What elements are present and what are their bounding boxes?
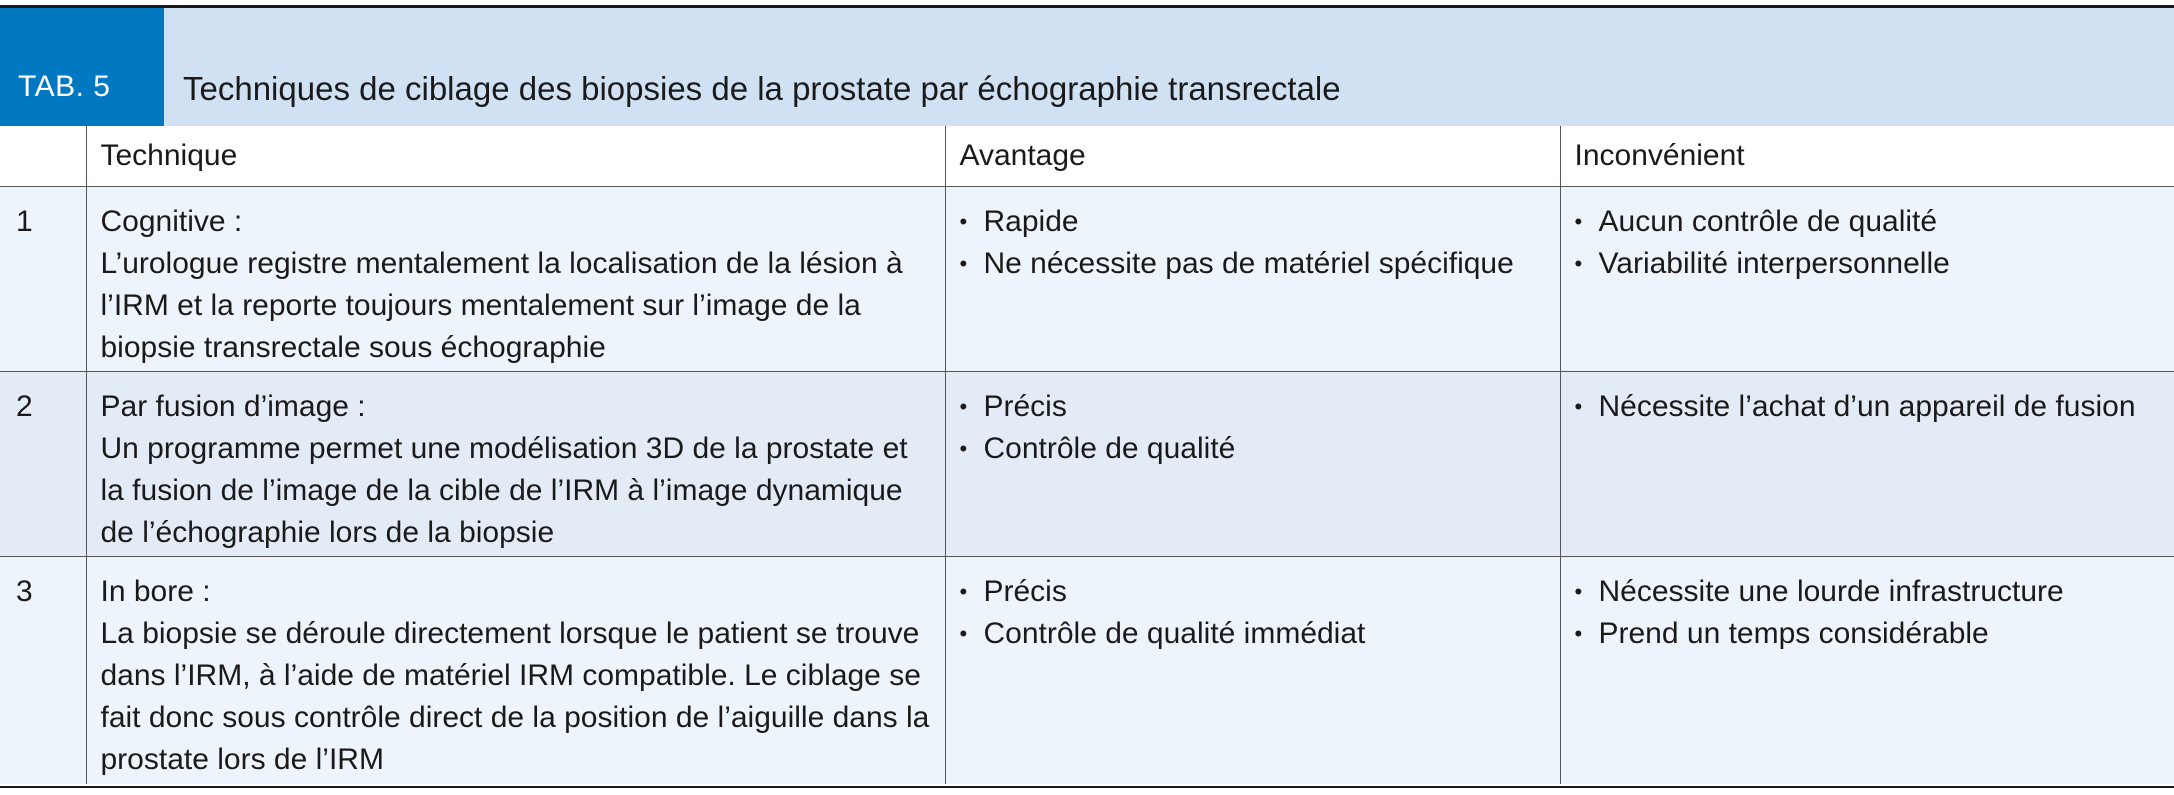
technique-description: L’urologue registre mentalement la localisation de la lésion à l’IRM et la reporte toujours mentalement sur l’image de la biopsie transrectale sous échographie bbox=[100, 246, 903, 364]
list-item: • Précis bbox=[960, 571, 1546, 613]
inconvenient-list bbox=[1575, 571, 2161, 655]
table-title: Techniques de ciblage des biopsies de la prostate par échographie transrectale bbox=[183, 70, 1341, 107]
column-header-inconvenient: Inconvénient bbox=[1560, 126, 2174, 186]
list-item: • Nécessite l’achat d’un appareil de fusion bbox=[1575, 386, 2161, 428]
techniques-table bbox=[0, 126, 2174, 784]
inconvenient-list bbox=[1575, 201, 2161, 285]
list-item: • Précis bbox=[960, 386, 1546, 428]
inconvenient-cell bbox=[1560, 371, 2174, 556]
avantage-cell bbox=[945, 371, 1560, 556]
table-row bbox=[0, 186, 2174, 371]
list-item: • Ne nécessite pas de matériel spécifique bbox=[960, 243, 1546, 285]
technique-title: Par fusion d’image : bbox=[100, 389, 366, 423]
technique-cell bbox=[86, 556, 945, 784]
inconvenient-cell bbox=[1560, 556, 2174, 784]
table-frame bbox=[0, 5, 2174, 788]
table-number: TAB. 5 bbox=[18, 70, 111, 103]
technique-cell bbox=[86, 371, 945, 556]
list-item: • Variabilité interpersonnelle bbox=[1575, 243, 2161, 285]
technique-title: Cognitive : bbox=[100, 204, 243, 238]
column-header-technique: Technique bbox=[86, 126, 945, 186]
list-item: • Prend un temps considérable bbox=[1575, 613, 2161, 655]
technique-description: La biopsie se déroule directement lorsque le patient se trouve dans l’IRM, à l’aide de matériel IRM compatible. Le ciblage se fait donc sous contrôle direct de la position de l’aiguille dans la prostate lors de l’IRM bbox=[100, 616, 930, 776]
inconvenient-list bbox=[1575, 386, 2161, 428]
avantage-list bbox=[960, 571, 1546, 655]
avantage-cell bbox=[945, 556, 1560, 784]
row-number: 1 bbox=[0, 186, 86, 371]
column-header-number bbox=[0, 126, 86, 186]
technique-description: Un programme permet une modélisation 3D de la prostate et la fusion de l’image de la cible de l’IRM à l’image dynamique de l’échographie lors de la biopsie bbox=[100, 431, 908, 549]
row-number: 2 bbox=[0, 371, 86, 556]
column-header-avantage: Avantage bbox=[945, 126, 1560, 186]
table-row bbox=[0, 556, 2174, 784]
list-item: • Contrôle de qualité bbox=[960, 428, 1546, 470]
table-row bbox=[0, 371, 2174, 556]
row-number: 3 bbox=[0, 556, 86, 784]
list-item: • Nécessite une lourde infrastructure bbox=[1575, 571, 2161, 613]
table-header-row bbox=[0, 126, 2174, 186]
avantage-cell bbox=[945, 186, 1560, 371]
technique-cell bbox=[86, 186, 945, 371]
list-item: • Aucun contrôle de qualité bbox=[1575, 201, 2161, 243]
avantage-list bbox=[960, 201, 1546, 285]
table-number-badge bbox=[0, 8, 164, 126]
list-item: • Rapide bbox=[960, 201, 1546, 243]
technique-title: In bore : bbox=[100, 574, 211, 608]
avantage-list bbox=[960, 386, 1546, 470]
inconvenient-cell bbox=[1560, 186, 2174, 371]
table-header bbox=[0, 8, 2174, 126]
list-item: • Contrôle de qualité immédiat bbox=[960, 613, 1546, 655]
